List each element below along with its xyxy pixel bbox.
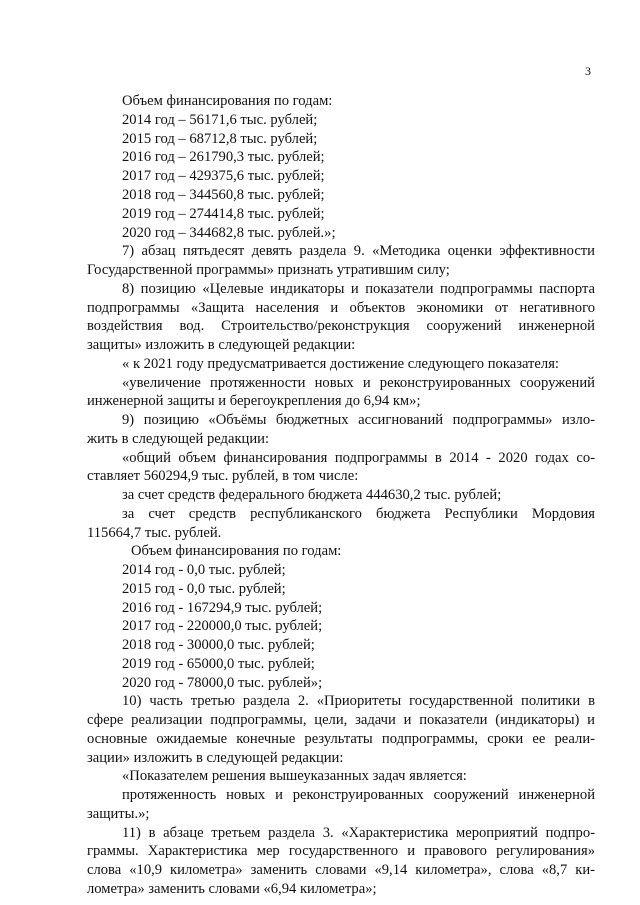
text-line: 10) часть третью раздела 2. «Приоритеты государственной политики в (122, 693, 595, 709)
text-line: «увеличение протяженности новых и реконструированных сооружений (122, 375, 595, 391)
text-line: слова «10,9 километра» заменить словами «9,14 километра», слова «8,7 ки- (87, 862, 595, 878)
text-line: 2016 год – 261790,3 тыс. рублей; (122, 149, 325, 165)
text-line: 2017 год – 429375,6 тыс. рублей; (122, 168, 325, 184)
text-line: 2020 год - 78000,0 тыс. рублей»; (122, 675, 323, 691)
text-line: 2016 год - 167294,9 тыс. рублей; (122, 600, 323, 616)
text-line: за счет средств республиканского бюджета Республики Мордовия (122, 506, 595, 522)
text-line: 2018 год – 344560,8 тыс. рублей; (122, 187, 325, 203)
text-line: «Показателем решения вышеуказанных задач является: (122, 768, 467, 784)
page-number: 3 (585, 64, 591, 78)
text-line: Объем финансирования по годам: (131, 543, 342, 559)
text-line: 8) позицию «Целевые индикаторы и показатели подпрограммы паспорта (122, 281, 595, 297)
text-line: 2017 год - 220000,0 тыс. рублей; (122, 618, 323, 634)
text-line: 2014 год - 0,0 тыс. рублей; (122, 562, 286, 578)
text-line: 2019 год - 65000,0 тыс. рублей; (122, 656, 315, 672)
text-line: Объем финансирования по годам: (122, 93, 333, 109)
text-line: 7) абзац пятьдесят девять раздела 9. «Методика оценки эффективности (122, 243, 595, 259)
text-line: 115664,7 тыс. рублей. (87, 525, 222, 541)
text-line: 2020 год – 344682,8 тыс. рублей.»; (122, 225, 336, 241)
text-line: инженерной защиты и берегоукрепления до 6,94 км»; (87, 393, 421, 409)
text-line: воздействия вод. Строительство/реконструкция сооружений инженерной (87, 318, 595, 334)
text-line: 2018 год - 30000,0 тыс. рублей; (122, 637, 315, 653)
text-line: защиты.»; (87, 806, 150, 822)
text-line: зации» изложить в следующей редакции: (87, 750, 344, 766)
text-line: за счет средств федерального бюджета 444630,2 тыс. рублей; (122, 487, 502, 503)
text-line: 2015 год – 68712,8 тыс. рублей; (122, 131, 318, 147)
text-line: Государственной программы» признать утратившим силу; (87, 262, 450, 278)
text-line: 9) позицию «Объёмы бюджетных ассигнований подпрограммы» изло- (122, 412, 595, 428)
text-line: 2014 год – 56171,6 тыс. рублей; (122, 112, 318, 128)
text-line: защиты» изложить в следующей редакции: (87, 337, 356, 353)
text-line: сфере реализации подпрограммы, цели, задачи и показатели (индикаторы) и (87, 712, 595, 728)
text-line: 11) в абзаце третьем раздела 3. «Характеристика мероприятий подпро- (122, 825, 595, 841)
text-line: лометра» заменить словами «6,94 километра»; (87, 881, 377, 897)
text-line: граммы. Характеристика мер государственного и правового регулирования» (87, 843, 595, 859)
text-line: ставляет 560294,9 тыс. рублей, в том числе: (87, 468, 359, 484)
text-line: « к 2021 году предусматривается достижение следующего показателя: (122, 356, 559, 372)
text-line: 2019 год – 274414,8 тыс. рублей; (122, 206, 325, 222)
text-line: «общий объем финансирования подпрограммы в 2014 - 2020 годах со- (122, 450, 595, 466)
text-line: подпрограммы «Защита населения и объектов экономики от негативного (87, 300, 595, 316)
text-line: протяженность новых и реконструированных сооружений инженерной (122, 787, 595, 803)
text-line: основные ожидаемые конечные результаты подпрограммы, сроки ее реали- (87, 731, 595, 747)
text-line: жить в следующей редакции: (87, 431, 270, 447)
text-line: 2015 год - 0,0 тыс. рублей; (122, 581, 286, 597)
